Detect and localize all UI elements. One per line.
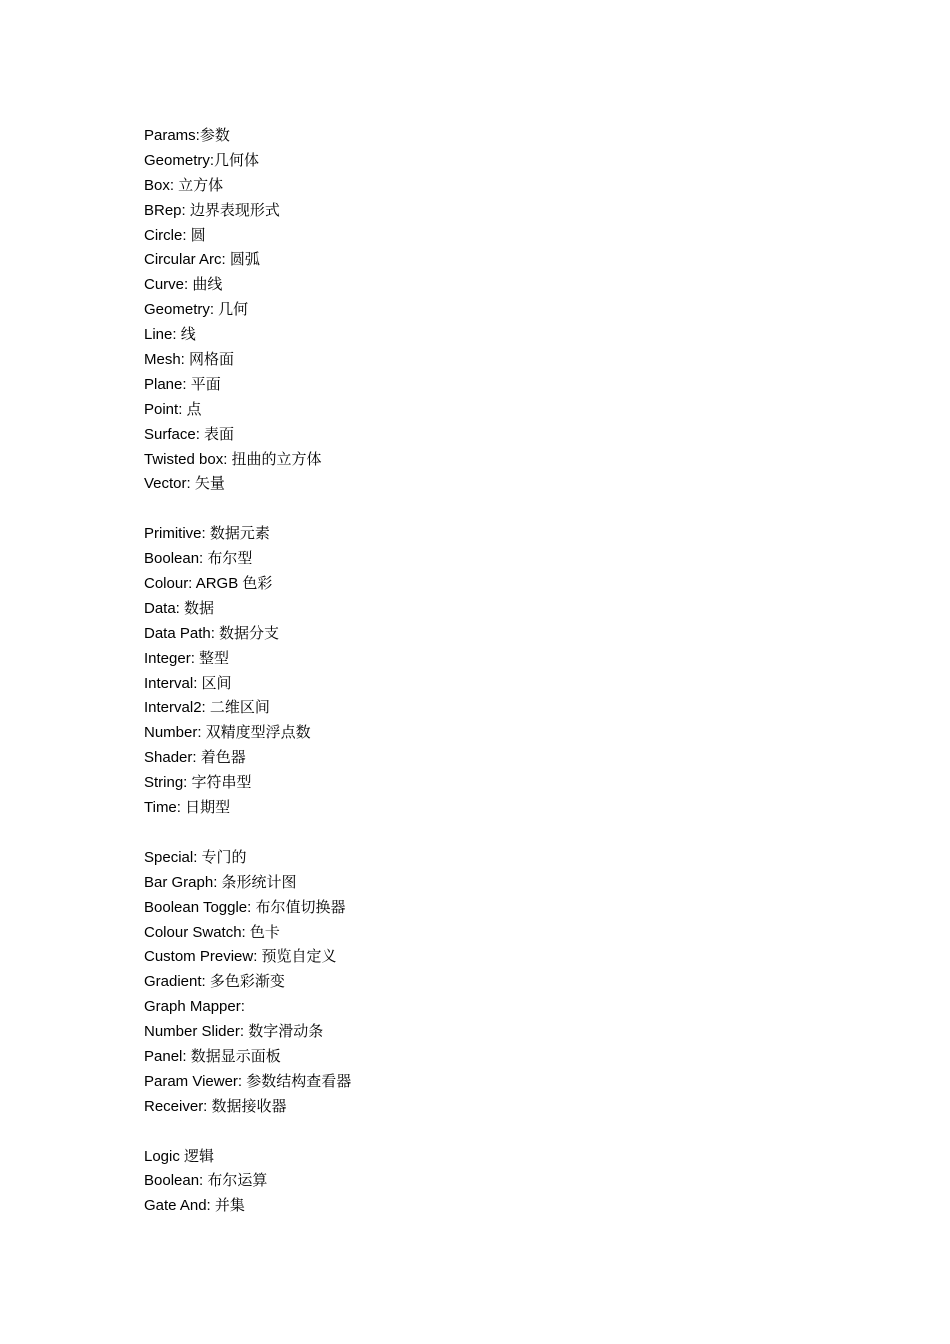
- section-heading-line: Primitive: 数据元素: [144, 525, 270, 543]
- section-heading-line: Special: 专门的: [144, 848, 247, 866]
- term-line: Curve: 曲线: [144, 276, 223, 294]
- term-line: Colour: ARGB 色彩: [144, 575, 273, 593]
- term-line: Param Viewer: 参数结构查看器: [144, 1072, 352, 1090]
- term-line: BRep: 边界表现形式: [144, 201, 280, 219]
- section-heading-line: Params:参数: [144, 127, 230, 144]
- term-line: Interval: 区间: [144, 674, 232, 692]
- term-line: Boolean Toggle: 布尔值切换器: [144, 898, 346, 916]
- term-line: Shader: 着色器: [144, 749, 246, 767]
- term-line: Receiver: 数据接收器: [144, 1097, 287, 1115]
- term-line: Number: 双精度型浮点数: [144, 724, 311, 742]
- term-line: Colour Swatch: 色卡: [144, 923, 280, 941]
- term-line: Surface: 表面: [144, 425, 235, 443]
- term-line: Custom Preview: 预览自定义: [144, 948, 337, 966]
- term-line: Graph Mapper:: [144, 998, 245, 1016]
- term-line: Geometry: 几何: [144, 301, 249, 319]
- term-line: Data Path: 数据分支: [144, 624, 280, 642]
- term-line: Plane: 平面: [144, 375, 221, 393]
- term-line: Circle: 圆: [144, 226, 206, 244]
- paragraph-spacer: [144, 497, 844, 522]
- term-line: Gradient: 多色彩渐变: [144, 973, 285, 991]
- term-line: Interval2: 二维区间: [144, 699, 270, 717]
- term-line: Line: 线: [144, 326, 196, 344]
- term-line: Point: 点: [144, 400, 202, 418]
- term-line: String: 字符串型: [144, 774, 252, 792]
- term-line: Circular Arc: 圆弧: [144, 251, 260, 269]
- term-line: Panel: 数据显示面板: [144, 1047, 281, 1065]
- term-line: Data: 数据: [144, 599, 215, 617]
- term-line: Vector: 矢量: [144, 475, 225, 493]
- term-line: Boolean: 布尔运算: [144, 1172, 268, 1190]
- term-line: Time: 日期型: [144, 799, 231, 817]
- document-body: [144, 124, 844, 1219]
- paragraph-spacer: [144, 1120, 844, 1145]
- term-line: Mesh: 网格面: [144, 351, 235, 369]
- term-line: Number Slider: 数字滑动条: [144, 1023, 324, 1041]
- term-line: Twisted box: 扭曲的立方体: [144, 450, 322, 468]
- paragraph-spacer: [144, 821, 844, 846]
- term-line: Gate And: 并集: [144, 1197, 245, 1215]
- term-line: Integer: 整型: [144, 649, 230, 667]
- term-line: Box: 立方体: [144, 176, 224, 194]
- term-line: Boolean: 布尔型: [144, 550, 253, 568]
- term-line: Bar Graph: 条形统计图: [144, 873, 297, 891]
- section-heading-line: Logic 逻辑: [144, 1147, 215, 1165]
- term-line: Geometry:几何体: [144, 151, 260, 169]
